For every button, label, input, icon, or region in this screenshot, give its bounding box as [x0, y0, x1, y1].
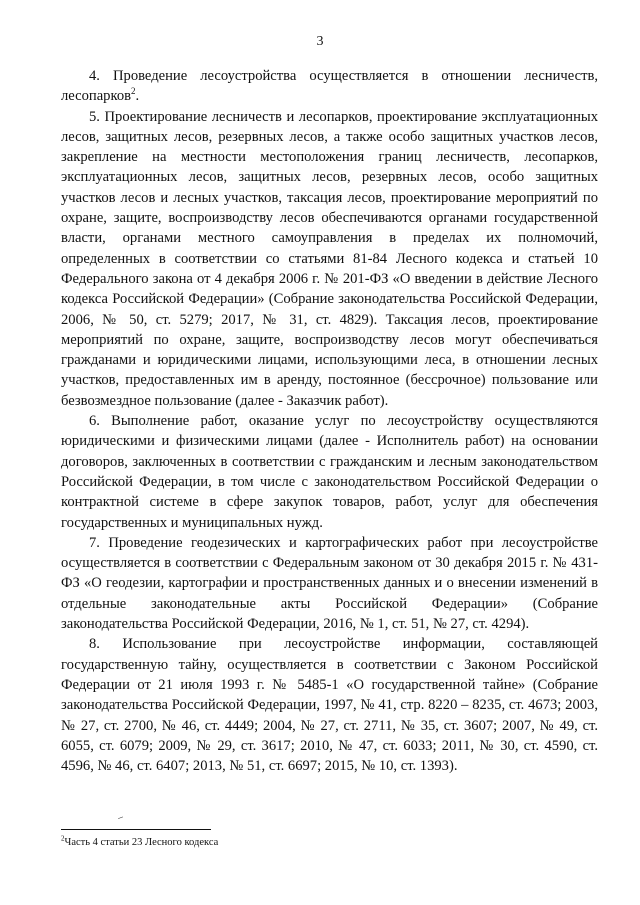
paragraph-4-text: 4. Проведение лесоустройства осуществляется в отношении лесничеств, лесопарков	[61, 68, 598, 105]
document-body	[61, 66, 598, 776]
paragraph-5: 5. Проектирование лесничеств и лесопарков, проектирование эксплуатационных лесов, защитных лесов, резервных лесов, а также особо защитных участков лесов, закрепление на местности местоположения границ лесничеств, лесопарков, эксплуатационных лесов, защитных лесов, резервных лесов, особо защитных участков лесов и лесных участков, таксация лесов, проектирование мероприятий по охране, защите, воспроизводству лесов обеспечиваются органами государственной власти, органами местного самоуправления в пределах их полномочий, определенных в соответствии со статьями 81-84 Лесного кодекса и статьей 10 Федерального закона от 4 декабря 2006 г. № 201-ФЗ «О введении в действие Лесного кодекса Российской Федерации» (Собрание законодательства Российской Федерации, 2006, № 50, ст. 5279; 2017, № 31, ст. 4829). Таксация лесов, проектирование мероприятий по охране, защите, воспроизводству лесов могут обеспечиваться гражданами и юридическими лицами, использующими леса, в отношении лесных участков, предоставленных им в аренду, постоянное (бессрочное) пользование или безвозмездное пользование (далее - Заказчик работ).	[61, 108, 598, 409]
footnote-divider	[61, 829, 211, 830]
paragraph-6: 6. Выполнение работ, оказание услуг по лесоустройству осуществляются юридическими и физическими лицами (далее - Исполнитель работ) на основании договоров, заключенных в соответствии с гражданским и лесным законодательством Российской Федерации, в том числе с законодательством Российской Федерации о контрактной системе в сфере закупок товаров, работ, услуг для обеспечения государственных и муниципальных нужд.	[61, 413, 598, 531]
paragraph-8: 8. Использование при лесоустройстве информации, составляющей государственную тайну, осуществляется в соответствии с Законом Российской Федерации от 21 июля 1993 г. № 5485-1 «О государственной тайне» (Собрание законодательства Российской Федерации, 1997, № 41, стр. 8220 – 8235, ст. 4673; 2003, № 27, ст. 2700, № 46, ст. 4449; 2004, № 27, ст. 2711, № 35, ст. 3607; 2007, № 49, ст. 6055, ст. 6079; 2009, № 29, ст. 3617; 2010, № 47, ст. 6033; 2011, № 30, ст. 4590, ст. 4596, № 46, ст. 6407; 2013, № 51, ст. 6697; 2015, № 10, ст. 1393).	[61, 636, 598, 775]
paragraph-4	[61, 66, 598, 107]
paragraph-4-end: .	[135, 88, 140, 105]
page-number: 3	[316, 34, 324, 49]
footnote	[61, 836, 218, 849]
stray-pen-mark: –	[116, 811, 125, 824]
paragraph-7: 7. Проведение геодезических и картографических работ при лесоустройстве осуществляется в соответствии с Федеральным законом от 30 декабря 2015 г. № 431-ФЗ «О геодезии, картографии и пространственных данных и о внесении изменений в отдельные законодательные акты Российской Федерации» (Собрание законодательства Российской Федерации, 2016, № 1, ст. 51, № 27, ст. 4294).	[61, 534, 598, 633]
footnote-reference[interactable]: 2	[131, 86, 136, 97]
footnote-text: Часть 4 статьи 23 Лесного кодекса	[64, 837, 219, 848]
footnote-number: 2	[61, 834, 65, 843]
